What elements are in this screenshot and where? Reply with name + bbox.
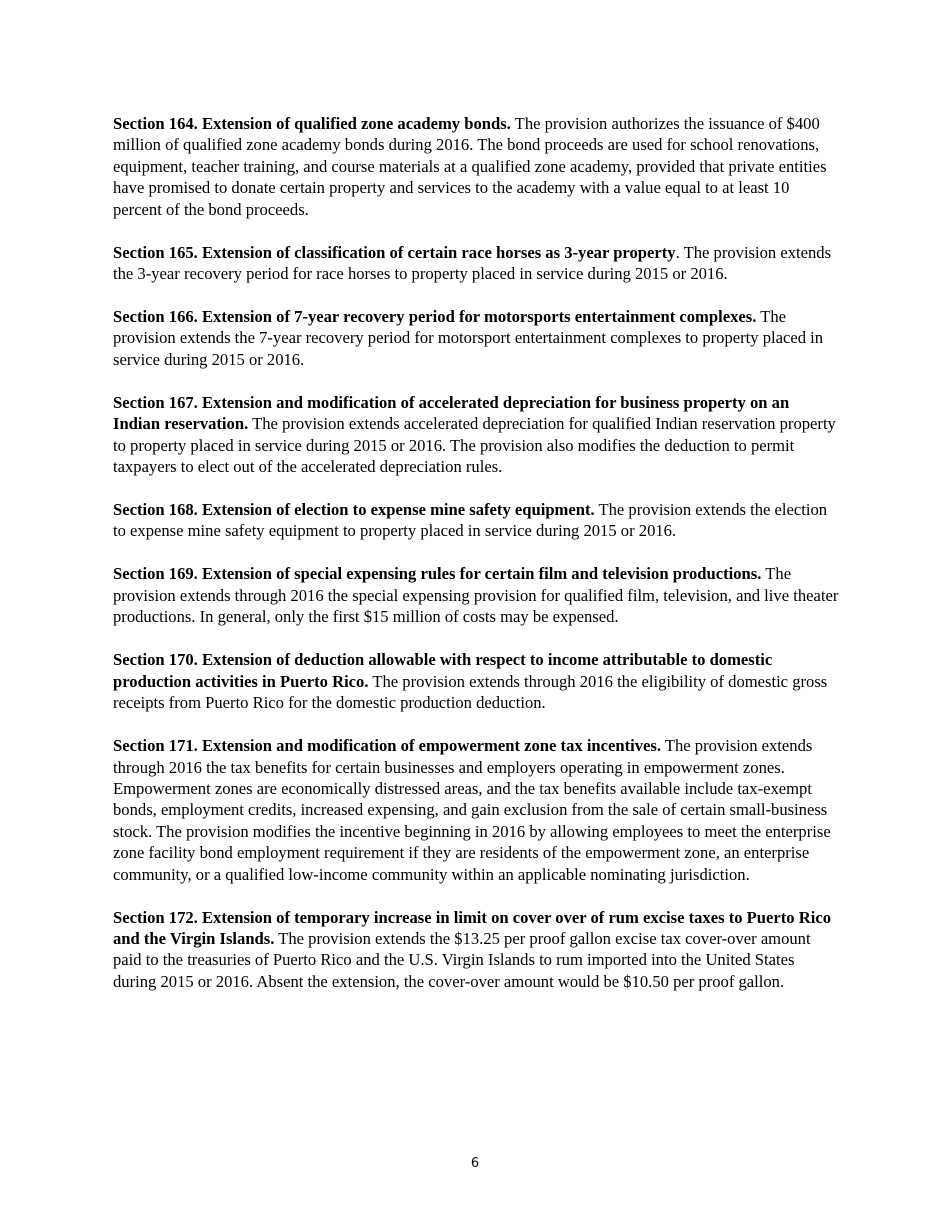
section-text: The provision extends the 7-year recovery period for motorsport entertainment complexes to property placed in service during 2015 or 2016. xyxy=(113,307,824,369)
section-172 xyxy=(113,907,839,993)
section-heading: Section 168. Extension of election to expense mine safety equipment. xyxy=(113,500,595,520)
section-heading: Section 166. Extension of 7-year recovery period for motorsports entertainment complexes. xyxy=(113,307,757,327)
section-170 xyxy=(113,649,839,713)
section-text: The provision extends accelerated depreciation for qualified Indian reservation property to property placed in service during 2015 or 2016. The provision also modifies the deduction to permit taxpayers to elect out of the accelerated depreciation rules. xyxy=(113,414,836,477)
section-heading: Section 172. Extension of temporary increase in limit on cover over of rum excise taxes to Puerto Rico and the Virgin Islands. xyxy=(113,907,831,948)
section-heading: Section 171. Extension and modification of empowerment zone tax incentives. xyxy=(113,736,662,756)
document-body xyxy=(113,113,839,1014)
section-165 xyxy=(113,242,839,285)
section-text: The provision authorizes the issuance of $400 million of qualified zone academy bonds during 2016. The bond proceeds are used for school renovations, equipment, teacher training, and course materials at a qualified zone academy, provided that private entities have promised to donate certain property and services to the academy with a value equal to at least 10 percent of the bond proceeds. xyxy=(113,114,827,219)
section-164 xyxy=(113,113,839,220)
section-text: The provision extends through 2016 the special expensing provision for qualified film, television, and live theater productions. In general, only the first $15 million of costs may be expensed. xyxy=(113,564,839,627)
section-heading: Section 170. Extension of deduction allowable with respect to income attributable to domestic production activities in Puerto Rico. xyxy=(113,650,773,691)
section-text: The provision extends the $13.25 per proof gallon excise tax cover-over amount paid to the treasuries of Puerto Rico and the U.S. Virgin Islands to rum imported into the United States during 2015 or 2016. Absent the extension, the cover-over amount would be $10.50 per proof gallon. xyxy=(113,928,811,991)
section-heading: Section 169. Extension of special expensing rules for certain film and television productions. xyxy=(113,564,762,584)
section-168 xyxy=(113,499,839,542)
section-heading: Section 167. Extension and modification of accelerated depreciation for business property on an Indian reservation. xyxy=(113,392,790,434)
section-171 xyxy=(113,735,839,885)
section-text: . The provision extends the 3-year recovery period for race horses to property placed in service during 2015 or 2016. xyxy=(113,242,832,284)
section-text: The provision extends through 2016 the tax benefits for certain businesses and employers operating in empowerment zones. Empowerment zones are economically distressed areas, and the tax benefits available include tax-exempt bonds, employment credits, increased expensing, and gain exclusion from the sale of certain small-business stock. The provision modifies the incentive beginning in 2016 by allowing employees to meet the enterprise zone facility bond employment requirement if they are residents of the empowerment zone, an enterprise community, or a qualified low-income community within an applicable nominating jurisdiction. xyxy=(113,736,831,884)
section-169 xyxy=(113,563,839,627)
section-heading: Section 165. Extension of classification of certain race horses as 3-year property xyxy=(113,242,676,262)
section-text: The provision extends the election to expense mine safety equipment to property placed in service during 2015 or 2016. xyxy=(113,500,828,541)
section-167 xyxy=(113,392,839,478)
section-heading: Section 164. Extension of qualified zone academy bonds. xyxy=(113,114,511,133)
section-text: The provision extends through 2016 the eligibility of domestic gross receipts from Puerto Rico for the domestic production deduction. xyxy=(113,671,828,713)
section-166 xyxy=(113,306,839,370)
page-number: 6 xyxy=(470,1156,480,1171)
